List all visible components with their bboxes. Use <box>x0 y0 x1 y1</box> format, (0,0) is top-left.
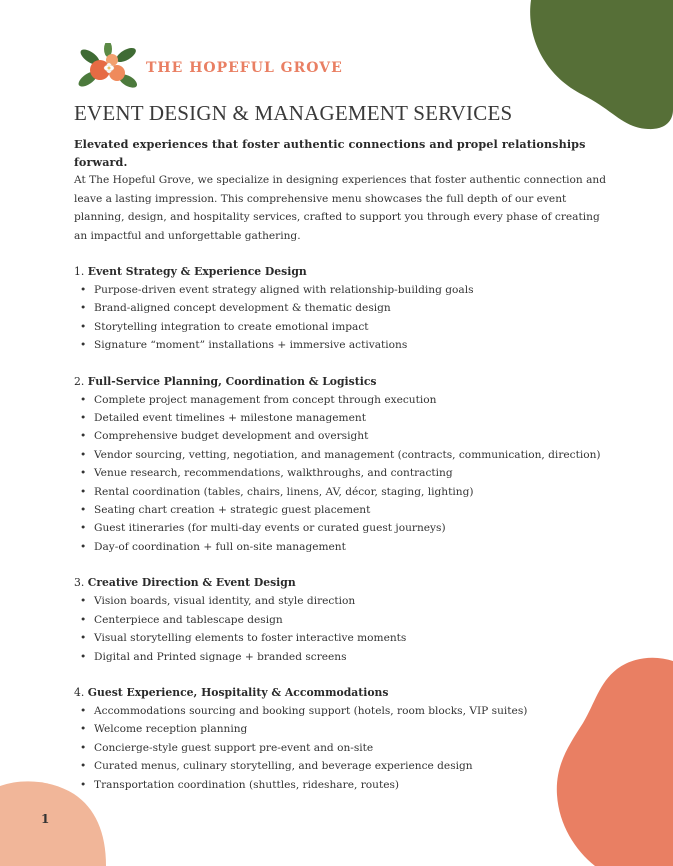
list-item: • Detailed event timelines + milestone management <box>80 412 366 425</box>
list-item: • Comprehensive budget development and oversight <box>80 430 369 443</box>
intro-line: planning, design, and hospitality services, crafted to support you through every phase of creating <box>74 211 600 223</box>
section-title: Guest Experience, Hospitality & Accommodations <box>87 685 389 699</box>
list-item: • Day-of coordination + full on-site management <box>80 540 346 553</box>
section-heading <box>74 263 614 281</box>
citrus-blossom-icon <box>76 43 140 93</box>
service-list <box>74 391 614 557</box>
section-number: 4. <box>74 685 85 699</box>
intro-line: an impactful and unforgettable gathering. <box>74 229 301 242</box>
section-title: Event Strategy & Experience Design <box>87 265 307 278</box>
list-item: • Concierge-style guest support pre-event and on-site <box>80 741 374 754</box>
section-heading <box>74 574 614 592</box>
list-item: • Digital and Printed signage + branded screens <box>80 650 347 663</box>
list-item: • Rental coordination (tables, chairs, linens, AV, décor, staging, lighting) <box>80 485 474 498</box>
section-heading <box>74 373 614 391</box>
section-heading <box>74 684 614 702</box>
list-item: • Centerpiece and tablescape design <box>80 613 283 626</box>
list-item: • Seating chart creation + strategic guest placement <box>80 504 371 517</box>
intro-line: leave a lasting impression. This comprehensive menu showcases the full depth of our event <box>74 192 567 205</box>
section-creative-direction <box>74 574 614 666</box>
list-item: • Vendor sourcing, vetting, negotiation, and management (contracts, communication, direction) <box>80 448 601 461</box>
list-item: • Accommodations sourcing and booking support (hotels, room blocks, VIP suites) <box>80 704 528 717</box>
list-item: • Signature “moment” installations + immersive activations <box>80 339 408 352</box>
service-list <box>74 281 614 355</box>
section-planning-logistics <box>74 373 614 557</box>
section-title: Creative Direction & Event Design <box>87 576 296 590</box>
section-title: Full-Service Planning, Coordination & Logistics <box>87 374 377 388</box>
list-item: • Purpose-driven event strategy aligned with relationship-building goals <box>80 284 474 296</box>
tagline: Elevated experiences that foster authentic connections and propel relationships forward. <box>74 137 586 169</box>
section-guest-experience <box>74 684 614 794</box>
section-number: 3. <box>74 576 85 590</box>
intro-paragraph <box>74 171 614 245</box>
brand-header <box>76 43 343 93</box>
list-item: • Brand-aligned concept development & thematic design <box>80 302 391 315</box>
services-content <box>74 135 614 794</box>
list-item: • Storytelling integration to create emotional impact <box>80 320 369 333</box>
service-list <box>74 592 614 666</box>
section-number: 1. <box>74 265 85 278</box>
list-item: • Visual storytelling elements to foster interactive moments <box>80 632 407 645</box>
service-list <box>74 702 614 794</box>
list-item: • Complete project management from concept through execution <box>80 393 437 406</box>
page-number: 1 <box>41 812 50 826</box>
list-item: • Venue research, recommendations, walkthroughs, and contracting <box>80 467 453 480</box>
intro-line: At The Hopeful Grove, we specialize in designing experiences that foster authentic connection and <box>74 174 607 186</box>
list-item: • Welcome reception planning <box>80 723 248 736</box>
list-item: • Guest itineraries (for multi-day events or curated guest journeys) <box>80 522 446 535</box>
section-event-strategy <box>74 263 614 355</box>
section-number: 2. <box>74 374 85 388</box>
page-title: EVENT DESIGN & MANAGEMENT SERVICES <box>74 101 513 125</box>
list-item: • Vision boards, visual identity, and style direction <box>80 595 356 608</box>
green-decorative-blob <box>528 0 673 130</box>
brand-name: THE HOPEFUL GROVE <box>146 60 343 76</box>
list-item: • Curated menus, culinary storytelling, and beverage experience design <box>80 760 473 773</box>
list-item: • Transportation coordination (shuttles, rideshare, routes) <box>80 778 400 791</box>
